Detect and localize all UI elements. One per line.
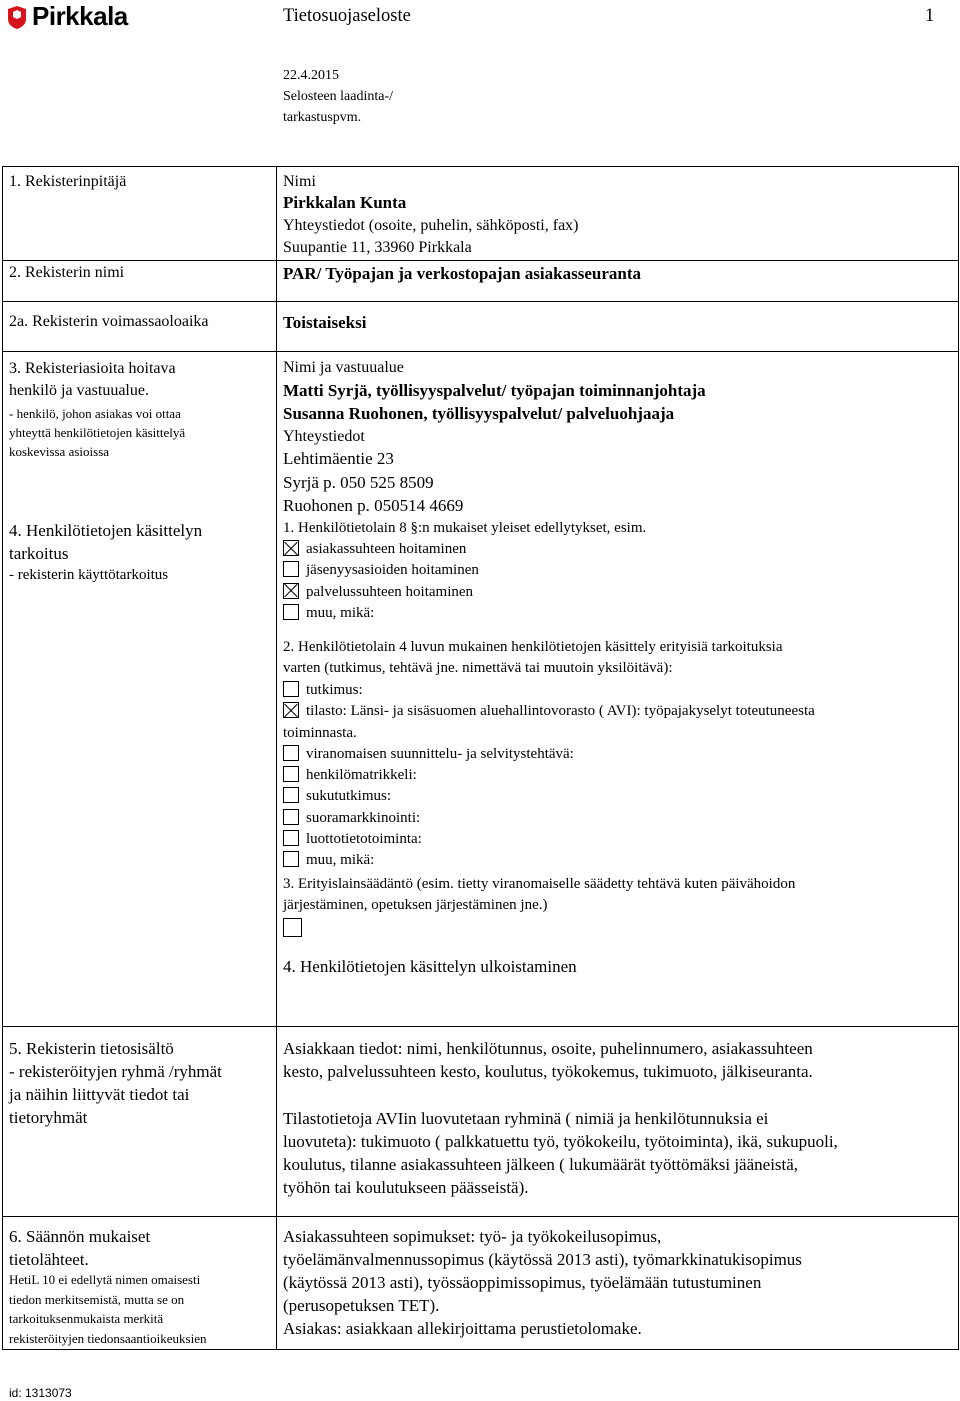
row-divider	[2, 260, 959, 261]
checkbox-label: viranomaisen suunnittelu- ja selvitystehtävä:	[306, 745, 574, 762]
checkbox-unchecked[interactable]	[283, 787, 299, 803]
review-date-label-1: Selosteen laadinta-/	[283, 89, 394, 104]
s6-text-line: Asiakassuhteen sopimukset: työ- ja työkokeilusopimus,	[283, 1227, 662, 1246]
s3-address: Lehtimäentie 23	[283, 449, 394, 468]
s3-sublabel-line: - henkilö, johon asiakas voi ottaa	[9, 406, 181, 421]
s3-sublabel	[9, 404, 185, 461]
checkbox-unchecked[interactable]	[283, 809, 299, 825]
s4-part3-title-line: 3. Erityislainsäädäntö (esim. tietty viranomaiselle säädetty tehtävä kuten päivähoidon	[283, 876, 796, 892]
s3-label-line: henkilö ja vastuualue.	[9, 381, 149, 399]
s5-label-line: tietoryhmät	[9, 1108, 88, 1127]
s6-label-line: tietolähteet.	[9, 1250, 89, 1269]
row-divider	[2, 1026, 959, 1027]
review-date: 22.4.2015	[283, 68, 339, 83]
checkbox-label: muu, mikä:	[306, 604, 375, 621]
s2-label: 2. Rekisterin nimi	[9, 264, 125, 281]
s4-label	[9, 519, 202, 565]
s5-label-line: ja näihin liittyvät tiedot tai	[9, 1085, 190, 1104]
s6-label-line: 6. Säännön mukaiset	[9, 1227, 151, 1246]
s3-person-1: Matti Syrjä, työllisyyspalvelut/ työpajan toiminnanjohtaja	[283, 381, 706, 400]
s1-name-value: Pirkkalan Kunta	[283, 193, 407, 212]
checkbox-unchecked[interactable]	[283, 561, 299, 577]
s5-paragraph-1	[283, 1037, 813, 1083]
s3-phone-2: Ruohonen p. 050514 4669	[283, 496, 464, 515]
s3-person-2: Susanna Ruohonen, työllisyyspalvelut/ palveluohjaaja	[283, 404, 675, 423]
checkbox-row[interactable]	[283, 829, 953, 850]
checkbox-checked[interactable]	[283, 583, 299, 599]
s3-sublabel-line: koskevissa asioissa	[9, 444, 110, 459]
checkbox-row[interactable]	[283, 603, 479, 624]
table-left-border	[2, 166, 3, 1350]
s4-part2-title-line: 2. Henkilötietolain 4 luvun mukainen henkilötietojen käsittely erityisiä tarkoituksia	[283, 639, 783, 655]
checkbox-label: sukututkimus:	[306, 788, 392, 805]
s6-text	[283, 1225, 802, 1340]
checkbox-row[interactable]	[283, 582, 479, 603]
checkbox-row[interactable]	[283, 539, 479, 560]
s4-sublabel: - rekisterin käyttötarkoitus	[9, 567, 169, 583]
checkbox-row[interactable]	[283, 786, 953, 807]
s6-sublabel-line: tarkoituksenmukaista merkitä	[9, 1311, 164, 1326]
checkbox-label: tutkimus:	[306, 682, 363, 698]
s6-sublabel	[9, 1270, 206, 1348]
checkbox-row[interactable]	[283, 808, 953, 829]
s3-label-line: 3. Rekisteriasioita hoitava	[9, 360, 176, 377]
checkbox-row[interactable]	[283, 680, 953, 701]
s1-label: 1. Rekisterinpitäjä	[9, 173, 127, 190]
s1-name-label: Nimi	[283, 173, 316, 190]
s5-text-line: Tilastotietoja AVIin luovutetaan ryhminä ( nimiä ja henkilötunnuksia ei	[283, 1109, 769, 1128]
checkbox-unchecked[interactable]	[283, 681, 299, 697]
checkbox-unchecked[interactable]	[283, 918, 302, 937]
checkbox-label: luottotietotoiminta:	[306, 831, 422, 848]
checkbox-row[interactable]	[283, 560, 479, 581]
s5-text-line: luovuteta): tukimuoto ( palkkatuettu työ, työkokeilu, työtoiminta), ikä, sukupuoli,	[283, 1132, 838, 1151]
checkbox-label: jäsenyysasioiden hoitaminen	[306, 562, 479, 579]
s6-sublabel-line: tiedon merkitsemistä, mutta se on	[9, 1291, 185, 1307]
s2-value: PAR/ Työpajan ja verkostopajan asiakasseuranta	[283, 264, 641, 283]
s5-text-line: koulutus, tilanne asiakassuhteen jälkeen ( lukumäärät työttömäksi jääneistä,	[283, 1155, 799, 1174]
checkbox-label: suoramarkkinointi:	[306, 809, 421, 826]
s5-label-line: - rekisteröityjen ryhmä /ryhmät	[9, 1062, 222, 1081]
s2a-label: 2a. Rekisterin voimassaoloaika	[9, 313, 209, 330]
checkbox-label: muu, mikä:	[306, 852, 375, 869]
row-divider	[2, 351, 959, 352]
logo-text: Pirkkala	[32, 1, 128, 31]
checkbox-label-continued: toiminnasta.	[283, 724, 357, 741]
s6-text-line: työelämänvalmennussopimus (käytössä 2013 asti), työmarkkinatukisopimus	[283, 1250, 802, 1269]
checkbox-unchecked[interactable]	[283, 830, 299, 846]
page-number: 1	[925, 6, 935, 26]
s3-name-label: Nimi ja vastuualue	[283, 359, 404, 376]
checkbox-unchecked[interactable]	[283, 604, 299, 620]
s4-label-line: tarkoitus	[9, 544, 69, 563]
table-right-border	[958, 166, 959, 1350]
checkbox-label: henkilömatrikkeli:	[306, 767, 417, 784]
checkbox-label: palvelussuhteen hoitaminen	[306, 583, 474, 600]
review-date-label-2: tarkastuspvm.	[283, 110, 362, 125]
row-divider	[2, 301, 959, 302]
row-divider	[2, 1216, 959, 1217]
checkbox-row[interactable]	[283, 701, 953, 722]
checkbox-unchecked[interactable]	[283, 851, 299, 867]
footer-id: id: 1313073	[9, 1386, 72, 1400]
s5-paragraph-2	[283, 1107, 838, 1199]
checkbox-row[interactable]	[283, 850, 953, 871]
s2a-value: Toistaiseksi	[283, 313, 367, 332]
s4-part3-checkbox-row[interactable]	[283, 918, 309, 939]
s5-text-line: työhön tai koulutukseen päässeistä).	[283, 1178, 529, 1197]
s4-label-line: 4. Henkilötietojen käsittelyn	[9, 521, 203, 540]
s4-part2-title-line: varten (tutkimus, tehtävä jne. nimettävä tai muutoin yksilöitävä):	[283, 660, 673, 676]
s5-label	[9, 1037, 222, 1129]
checkbox-checked[interactable]	[283, 702, 299, 718]
s4-part3-title	[283, 874, 795, 916]
s6-sublabel-line: HetiL 10 ei edellytä nimen omaisesti	[9, 1272, 201, 1287]
s6-sublabel-line: rekisteröityjen tiedonsaantioikeuksien	[9, 1330, 207, 1346]
s1-contact-label: Yhteystiedot (osoite, puhelin, sähköposti, fax)	[283, 217, 579, 234]
s4-part2-title	[283, 637, 782, 679]
pirkkala-emblem-icon	[6, 5, 30, 29]
s6-text-line: Asiakas: asiakkaan allekirjoittama perustietolomake.	[283, 1319, 642, 1338]
s6-label	[9, 1225, 150, 1271]
s6-text-line: (käytössä 2013 asti), työssäoppimissopimus, työelämään tutustuminen	[283, 1273, 762, 1292]
s4-part2-list	[283, 680, 953, 872]
s4-part1-list	[283, 539, 479, 624]
s3-sublabel-line: yhteyttä henkilötietojen käsittelyä	[9, 425, 186, 440]
s3-phone-1: Syrjä p. 050 525 8509	[283, 473, 434, 492]
s3-label	[9, 358, 176, 401]
checkbox-row[interactable]	[283, 765, 953, 786]
s5-text-line: Asiakkaan tiedot: nimi, henkilötunnus, osoite, puhelinnumero, asiakassuhteen	[283, 1039, 813, 1058]
s1-contact-value: Suupantie 11, 33960 Pirkkala	[283, 239, 472, 256]
s5-label-line: 5. Rekisterin tietosisältö	[9, 1039, 174, 1058]
checkbox-label: asiakassuhteen hoitaminen	[306, 541, 467, 557]
checkbox-row[interactable]	[283, 744, 953, 765]
checkbox-unchecked[interactable]	[283, 745, 299, 761]
checkbox-unchecked[interactable]	[283, 766, 299, 782]
s3-contact-label: Yhteystiedot	[283, 428, 365, 445]
table-top-border	[2, 166, 959, 167]
s4-part4-title: 4. Henkilötietojen käsittelyn ulkoistaminen	[283, 957, 577, 976]
s4-part3-title-line: järjestäminen, opetuksen järjestäminen jne.)	[283, 897, 548, 913]
s5-text-line: kesto, palvelussuhteen kesto, koulutus, työkokemus, tukimuoto, jälkiseuranta.	[283, 1062, 813, 1081]
table-bottom-border	[2, 1349, 959, 1350]
doc-title: Tietosuojaseloste	[283, 6, 411, 26]
checkbox-checked[interactable]	[283, 540, 299, 556]
pirkkala-logo	[6, 1, 156, 31]
s6-text-line: (perusopetuksen TET).	[283, 1296, 440, 1315]
s4-part1-title: 1. Henkilötietolain 8 §:n mukaiset yleiset edellytykset, esim.	[283, 520, 647, 536]
column-divider	[276, 166, 277, 1350]
checkbox-label: tilasto: Länsi- ja sisäsuomen aluehallintovorasto ( AVI): työpajakyselyt toteutuneesta	[306, 703, 815, 720]
